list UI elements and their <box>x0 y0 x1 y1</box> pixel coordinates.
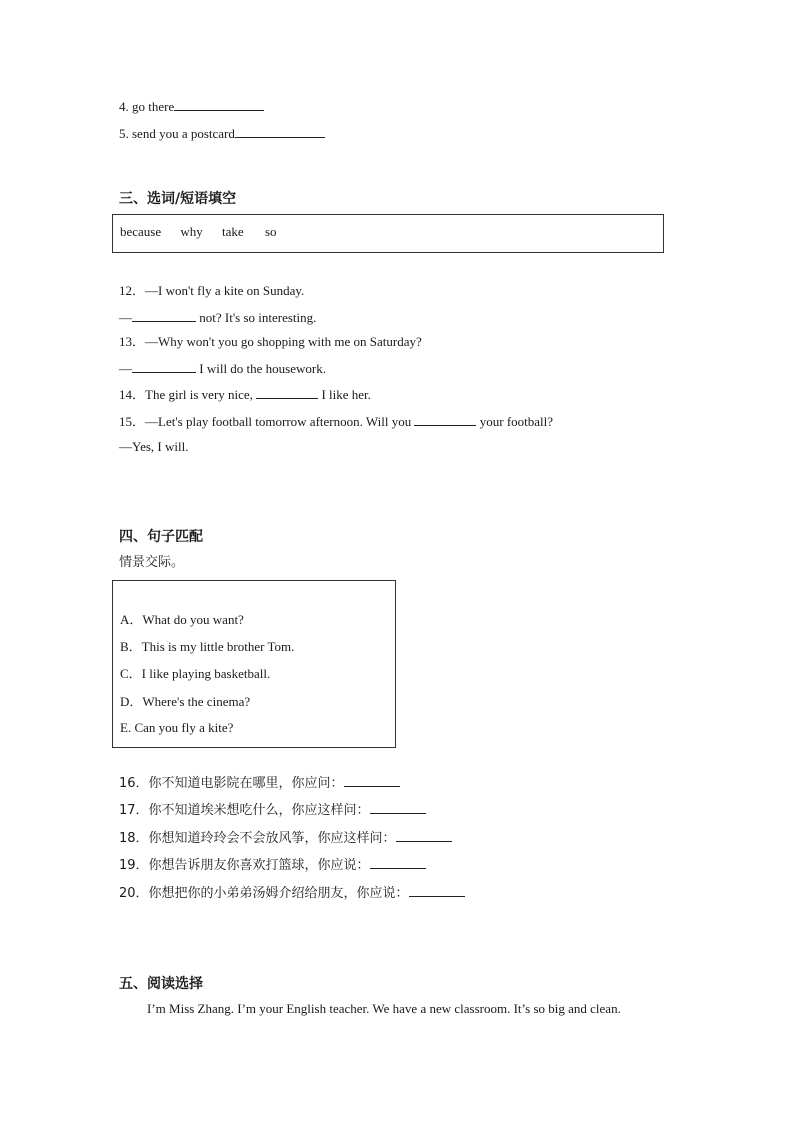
word-bank-item: take <box>222 224 244 239</box>
answer-blank[interactable] <box>370 801 426 814</box>
question-12-a: 12．—I won't fly a kite on Sunday. <box>119 283 305 298</box>
option-b: B．This is my little brother Tom. <box>120 639 295 654</box>
answer-blank[interactable] <box>414 413 476 426</box>
question-13-a: 13．—Why won't you go shopping with me on Saturday? <box>119 334 422 349</box>
option-c: C．I like playing basketball. <box>120 666 271 681</box>
option-d: D．Where's the cinema? <box>120 694 251 709</box>
option-a: A．What do you want? <box>120 612 244 627</box>
question-13-b: — I will do the housework. <box>119 361 326 376</box>
question-15-b: —Yes, I will. <box>119 439 189 454</box>
answer-blank[interactable] <box>235 125 325 138</box>
item-5 <box>119 125 325 142</box>
question-14: 14．The girl is very nice, I like her. <box>119 387 371 402</box>
question-19: 19．你想告诉朋友你喜欢打篮球，你应说： <box>119 856 426 874</box>
question-18: 18．你想知道玲玲会不会放风筝，你应这样问： <box>119 829 452 847</box>
section-four-title: 四、句子匹配 <box>119 529 203 545</box>
question-20: 20．你想把你的小弟弟汤姆介绍给朋友，你应说： <box>119 884 465 902</box>
options-box <box>112 580 396 748</box>
item-4 <box>119 98 264 115</box>
reading-passage: I’m Miss Zhang. I’m your English teacher. We have a new classroom. It’s so big and clean. <box>147 1001 621 1016</box>
answer-blank[interactable] <box>396 829 452 842</box>
word-bank-item: why <box>180 224 203 239</box>
item-5-text: 5. send you a postcard <box>119 126 235 141</box>
section-three-title: 三、选词/短语填空 <box>119 191 237 207</box>
section-four-subtitle: 情景交际。 <box>119 555 185 570</box>
word-bank-box <box>112 214 664 253</box>
word-bank-item: because <box>120 224 162 239</box>
option-e: E. Can you fly a kite? <box>120 720 234 735</box>
answer-blank[interactable] <box>344 774 400 787</box>
item-4-text: 4. go there <box>119 99 175 114</box>
answer-blank[interactable] <box>174 98 264 111</box>
question-15-a: 15．—Let's play football tomorrow afternoon. Will you your football? <box>119 414 554 429</box>
answer-blank[interactable] <box>132 309 196 322</box>
answer-blank[interactable] <box>256 386 318 399</box>
answer-blank[interactable] <box>132 360 196 373</box>
word-bank <box>120 224 291 240</box>
answer-blank[interactable] <box>409 884 465 897</box>
question-12-b: — not? It's so interesting. <box>119 310 317 325</box>
answer-blank[interactable] <box>370 856 426 869</box>
question-17: 17．你不知道埃米想吃什么，你应这样问： <box>119 801 426 819</box>
question-16: 16．你不知道电影院在哪里，你应问： <box>119 774 400 792</box>
section-five-title: 五、阅读选择 <box>119 976 203 992</box>
word-bank-item: so <box>264 224 277 239</box>
